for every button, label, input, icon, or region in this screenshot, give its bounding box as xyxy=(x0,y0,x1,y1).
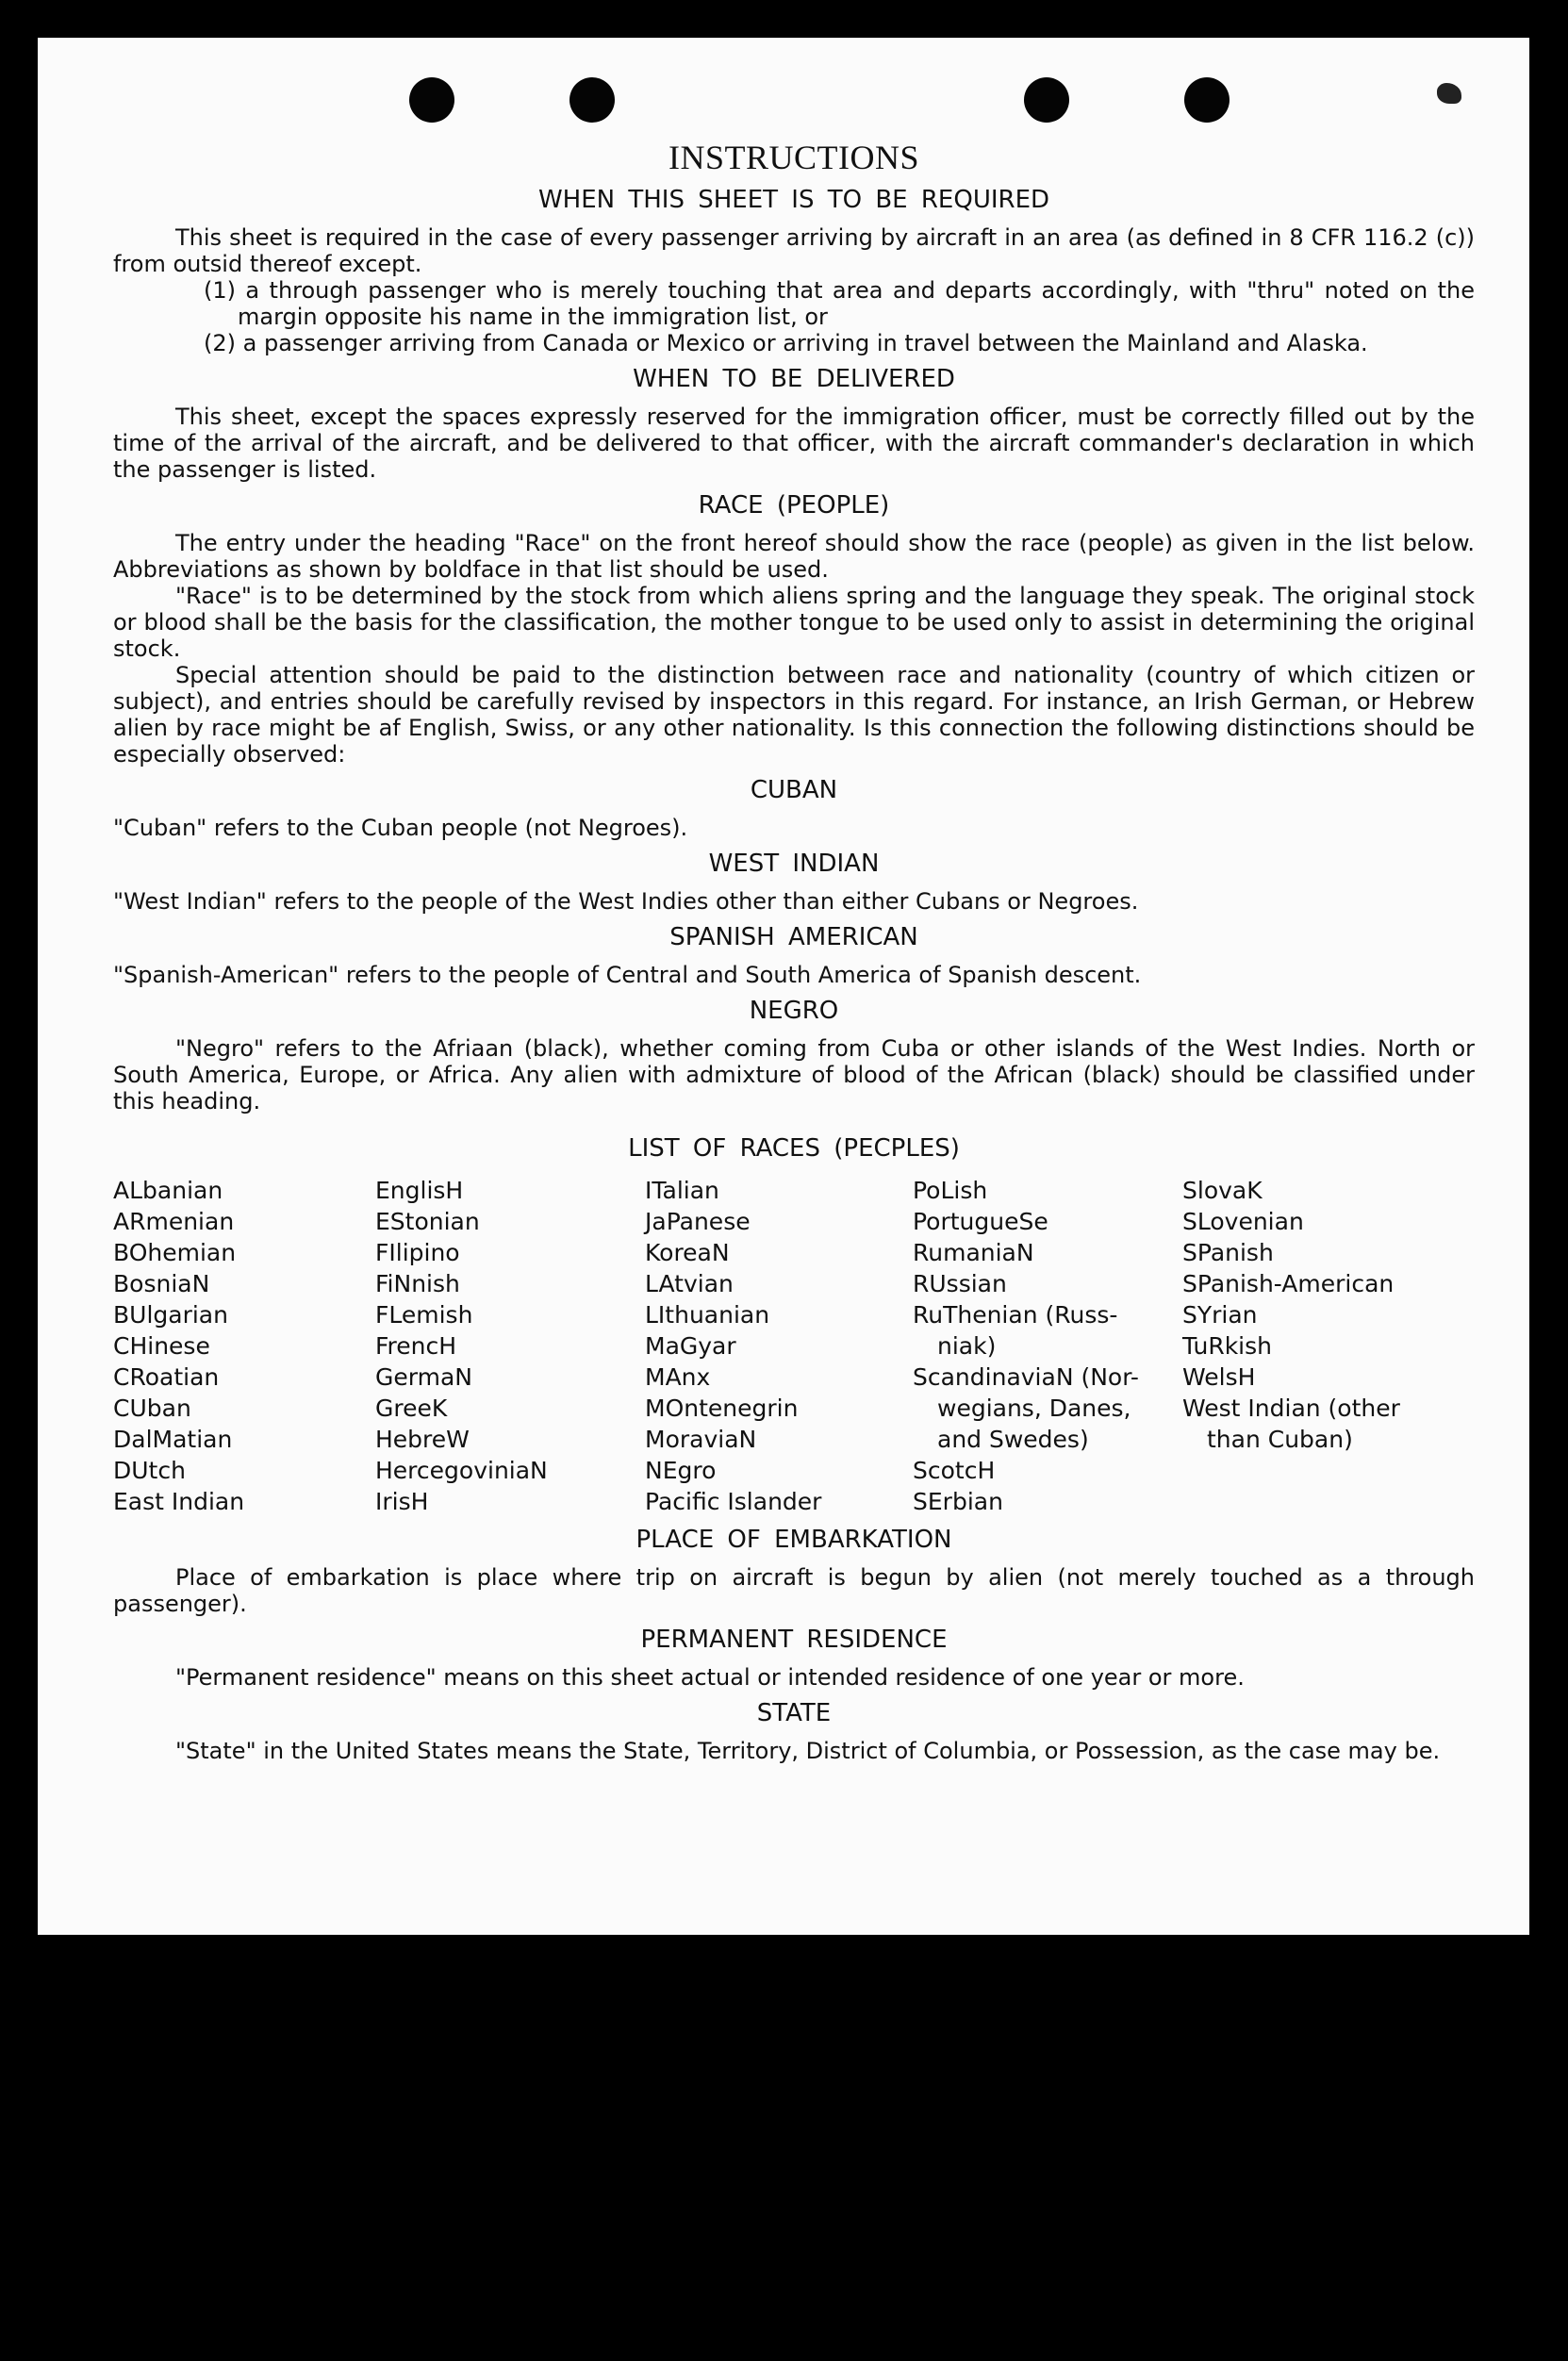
paragraph: "Race" is to be determined by the stock from which aliens spring and the language they speak. The original stock or blood shall be the basis for the classification, the mother tongue to be used only to assist in determining the original stock. xyxy=(113,583,1475,662)
list-item: (1) a through passenger who is merely touching that area and departs accordingly, with "thru" noted on the margin opposite his name in the immigration list, or xyxy=(204,277,1475,330)
paragraph: "Cuban" refers to the Cuban people (not Negroes). xyxy=(113,815,688,841)
race-entry: RumaniaN xyxy=(913,1239,1034,1266)
section-heading: WEST INDIAN xyxy=(708,850,880,878)
document-page xyxy=(38,38,1529,1935)
section-heading: NEGRO xyxy=(749,997,839,1025)
ink-blot xyxy=(1437,83,1461,104)
race-entry: SYrian xyxy=(1182,1301,1258,1329)
race-entry: GermaN xyxy=(375,1363,472,1391)
race-list xyxy=(113,1175,1475,1517)
race-entry: SLovenian xyxy=(1182,1208,1304,1235)
race-entry: DUtch xyxy=(113,1457,186,1484)
race-entry: FrencH xyxy=(375,1332,457,1360)
paragraph: This sheet, except the spaces expressly reserved for the immigration officer, must be correctly filled out by the time of the arrival of the aircraft, and be delivered to that officer, with the aircraft commander's declaration in which the passenger is listed. xyxy=(113,404,1475,483)
paragraph: "West Indian" refers to the people of the West Indies other than either Cubans or Negroes. xyxy=(113,888,1139,915)
race-entry: East Indian xyxy=(113,1488,245,1515)
race-entry: JaPanese xyxy=(645,1208,751,1235)
race-entry: HebreW xyxy=(375,1426,470,1453)
race-entry: PortugueSe xyxy=(913,1208,1048,1235)
race-entry: RuThenian (Russ- xyxy=(913,1301,1118,1329)
section-heading: PLACE OF EMBARKATION xyxy=(635,1526,952,1554)
race-entry: TuRkish xyxy=(1182,1332,1272,1360)
race-entry: RUssian xyxy=(913,1270,1007,1297)
race-entry: FiNnish xyxy=(375,1270,460,1297)
race-entry: WelsH xyxy=(1182,1363,1256,1391)
paragraph: Special attention should be paid to the distinction between race and nationality (country of which citizen or subject), and entries should be carefully revised by inspectors in this regard. For instance, an Irish German, or Hebrew alien by race might be af English, Swiss, or any other nationality. Is this connection the following distinctions should be especially observed: xyxy=(113,662,1475,768)
race-entry: ALbanian xyxy=(113,1177,223,1204)
race-entry: BUlgarian xyxy=(113,1301,228,1329)
race-entry: MOntenegrin xyxy=(645,1395,799,1422)
race-column xyxy=(645,1175,913,1517)
race-entry: DalMatian xyxy=(113,1426,233,1453)
race-entry: CUban xyxy=(113,1395,191,1422)
race-entry: EStonian xyxy=(375,1208,480,1235)
race-entry: West Indian (other xyxy=(1182,1395,1400,1422)
race-entry: MoraviaN xyxy=(645,1426,757,1453)
paragraph: "Negro" refers to the Afriaan (black), whether coming from Cuba or other islands of the West Indies. North or South America, Europe, or Africa. Any alien with admixture of blood of the African (black) should be classified under this heading. xyxy=(113,1035,1475,1114)
race-entry: ScandinaviaN (Nor- xyxy=(913,1363,1139,1391)
race-entry: BosniaN xyxy=(113,1270,210,1297)
race-entry: SPanish-American xyxy=(1182,1270,1395,1297)
race-entry: BOhemian xyxy=(113,1239,237,1266)
paragraph: Place of embarkation is place where trip on aircraft is begun by alien (not merely touched as a through passenger). xyxy=(113,1564,1475,1617)
race-entry: IrisH xyxy=(375,1488,429,1515)
race-entry: niak) xyxy=(937,1332,997,1360)
race-entry: Pacific Islander xyxy=(645,1488,822,1515)
race-entry: and Swedes) xyxy=(937,1426,1089,1453)
race-entry: EnglisH xyxy=(375,1177,464,1204)
race-column xyxy=(113,1175,375,1517)
punch-hole xyxy=(409,77,454,123)
section-heading: STATE xyxy=(756,1699,832,1727)
race-entry: ScotcH xyxy=(913,1457,996,1484)
race-entry: KoreaN xyxy=(645,1239,730,1266)
section-heading: WHEN TO BE DELIVERED xyxy=(633,365,955,393)
paragraph: The entry under the heading "Race" on the front hereof should show the race (people) as given in the list below. Abbreviations as shown by boldface in that list should be used. xyxy=(113,530,1475,583)
race-entry: PoLish xyxy=(913,1177,988,1204)
race-entry: CRoatian xyxy=(113,1363,220,1391)
race-entry: MAnx xyxy=(645,1363,711,1391)
race-entry: SErbian xyxy=(913,1488,1003,1515)
page-title: INSTRUCTIONS xyxy=(668,139,919,176)
list-item: (2) a passenger arriving from Canada or Mexico or arriving in travel between the Mainland and Alaska. xyxy=(204,330,1368,356)
paragraph: "State" in the United States means the State, Territory, District of Columbia, or Possession, as the case may be. xyxy=(175,1738,1441,1764)
race-entry: than Cuban) xyxy=(1207,1426,1353,1453)
race-entry: wegians, Danes, xyxy=(937,1395,1131,1422)
race-entry: MaGyar xyxy=(645,1332,736,1360)
punch-hole xyxy=(1024,77,1069,123)
instructions-body xyxy=(113,138,1475,1764)
race-entry: GreeK xyxy=(375,1395,448,1422)
race-entry: ITalian xyxy=(645,1177,719,1204)
race-entry: NEgro xyxy=(645,1457,717,1484)
section-heading: SPANISH AMERICAN xyxy=(669,923,918,951)
race-entry: LIthuanian xyxy=(645,1301,770,1329)
section-heading: WHEN THIS SHEET IS TO BE REQUIRED xyxy=(537,186,1050,214)
race-entry: SlovaK xyxy=(1182,1177,1263,1204)
punch-hole xyxy=(1184,77,1230,123)
section-heading: PERMANENT RESIDENCE xyxy=(640,1626,948,1654)
paragraph: "Spanish-American" refers to the people of Central and South America of Spanish descent. xyxy=(113,962,1142,988)
race-entry: SPanish xyxy=(1182,1239,1274,1266)
race-entry: CHinese xyxy=(113,1332,210,1360)
punch-hole xyxy=(569,77,615,123)
race-entry: HercegoviniaN xyxy=(375,1457,548,1484)
race-entry: ARmenian xyxy=(113,1208,235,1235)
race-column xyxy=(1182,1175,1465,1517)
race-entry: LAtvian xyxy=(645,1270,734,1297)
race-column xyxy=(913,1175,1182,1517)
paragraph: This sheet is required in the case of every passenger arriving by aircraft in an area (as defined in 8 CFR 116.2 (c)) from outsid thereof except. xyxy=(113,224,1475,277)
paragraph: "Permanent residence" means on this sheet actual or intended residence of one year or more. xyxy=(175,1664,1245,1691)
section-heading: RACE (PEOPLE) xyxy=(698,491,890,520)
race-entry: FIlipino xyxy=(375,1239,460,1266)
race-column xyxy=(375,1175,645,1517)
race-entry: FLemish xyxy=(375,1301,473,1329)
section-heading: CUBAN xyxy=(750,776,838,804)
section-heading: LIST OF RACES (PECPLES) xyxy=(628,1134,960,1163)
